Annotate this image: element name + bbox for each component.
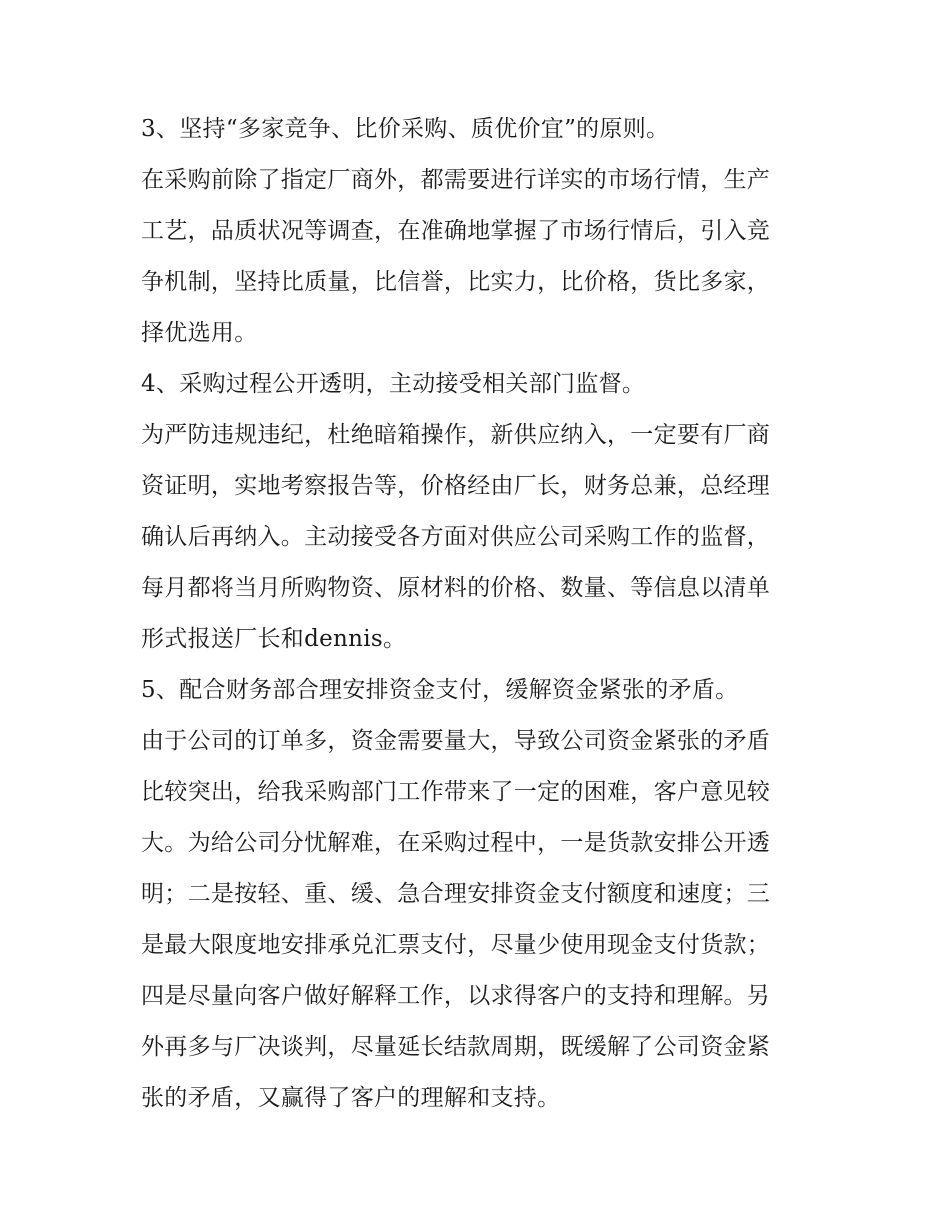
- text-line: 4、采购过程公开透明，主动接受相关部门监督。: [141, 371, 646, 397]
- text-line: 明；二是按轻、重、缓、急合理安排资金支付额度和速度；三: [141, 881, 771, 907]
- section-5-paragraph: [141, 716, 813, 1124]
- text-line: 工艺，品质状况等调查，在准确地掌握了市场行情后，引入竞: [141, 218, 771, 244]
- section-4-paragraph: [141, 410, 813, 665]
- text-line: 每月都将当月所购物资、原材料的价格、数量、等信息以清单: [141, 575, 771, 601]
- text-line: 5、配合财务部合理安排资金支付，缓解资金紧张的矛盾。: [141, 677, 739, 703]
- text-line: 争机制，坚持比质量，比信誉，比实力，比价格，货比多家，: [141, 269, 771, 295]
- text-line: 形式报送厂长和dennis。: [141, 626, 407, 652]
- section-5-heading: [141, 665, 813, 716]
- document-body: [141, 104, 813, 1124]
- text-line: 是最大限度地安排承兑汇票支付，尽量少使用现金支付货款；: [141, 932, 771, 958]
- section-3-paragraph: [141, 155, 813, 359]
- text-line: 张的矛盾，又赢得了客户的理解和支持。: [141, 1085, 561, 1111]
- text-line: 在采购前除了指定厂商外，都需要进行详实的市场行情，生产: [141, 167, 771, 193]
- text-line: 由于公司的订单多，资金需要量大，导致公司资金紧张的矛盾: [141, 728, 771, 754]
- text-line: 四是尽量向客户做好解释工作，以求得客户的支持和理解。另: [141, 983, 771, 1009]
- text-line: 外再多与厂决谈判，尽量延长结款周期，既缓解了公司资金紧: [141, 1034, 771, 1060]
- section-3-heading: [141, 104, 813, 155]
- text-line: 比较突出，给我采购部门工作带来了一定的困难，客户意见较: [141, 779, 771, 805]
- text-line: 资证明，实地考察报告等，价格经由厂长，财务总兼，总经理: [141, 473, 771, 499]
- text-line: 为严防违规违纪，杜绝暗箱操作，新供应纳入，一定要有厂商: [141, 422, 771, 448]
- text-line: 确认后再纳入。主动接受各方面对供应公司采购工作的监督，: [141, 524, 771, 550]
- section-4-heading: [141, 359, 813, 410]
- text-line: 择优选用。: [141, 320, 258, 346]
- text-line: 大。为给公司分忧解难，在采购过程中，一是货款安排公开透: [141, 830, 771, 856]
- text-line: 3、坚持“多家竞争、比价采购、质优价宜”的原则。: [141, 116, 670, 142]
